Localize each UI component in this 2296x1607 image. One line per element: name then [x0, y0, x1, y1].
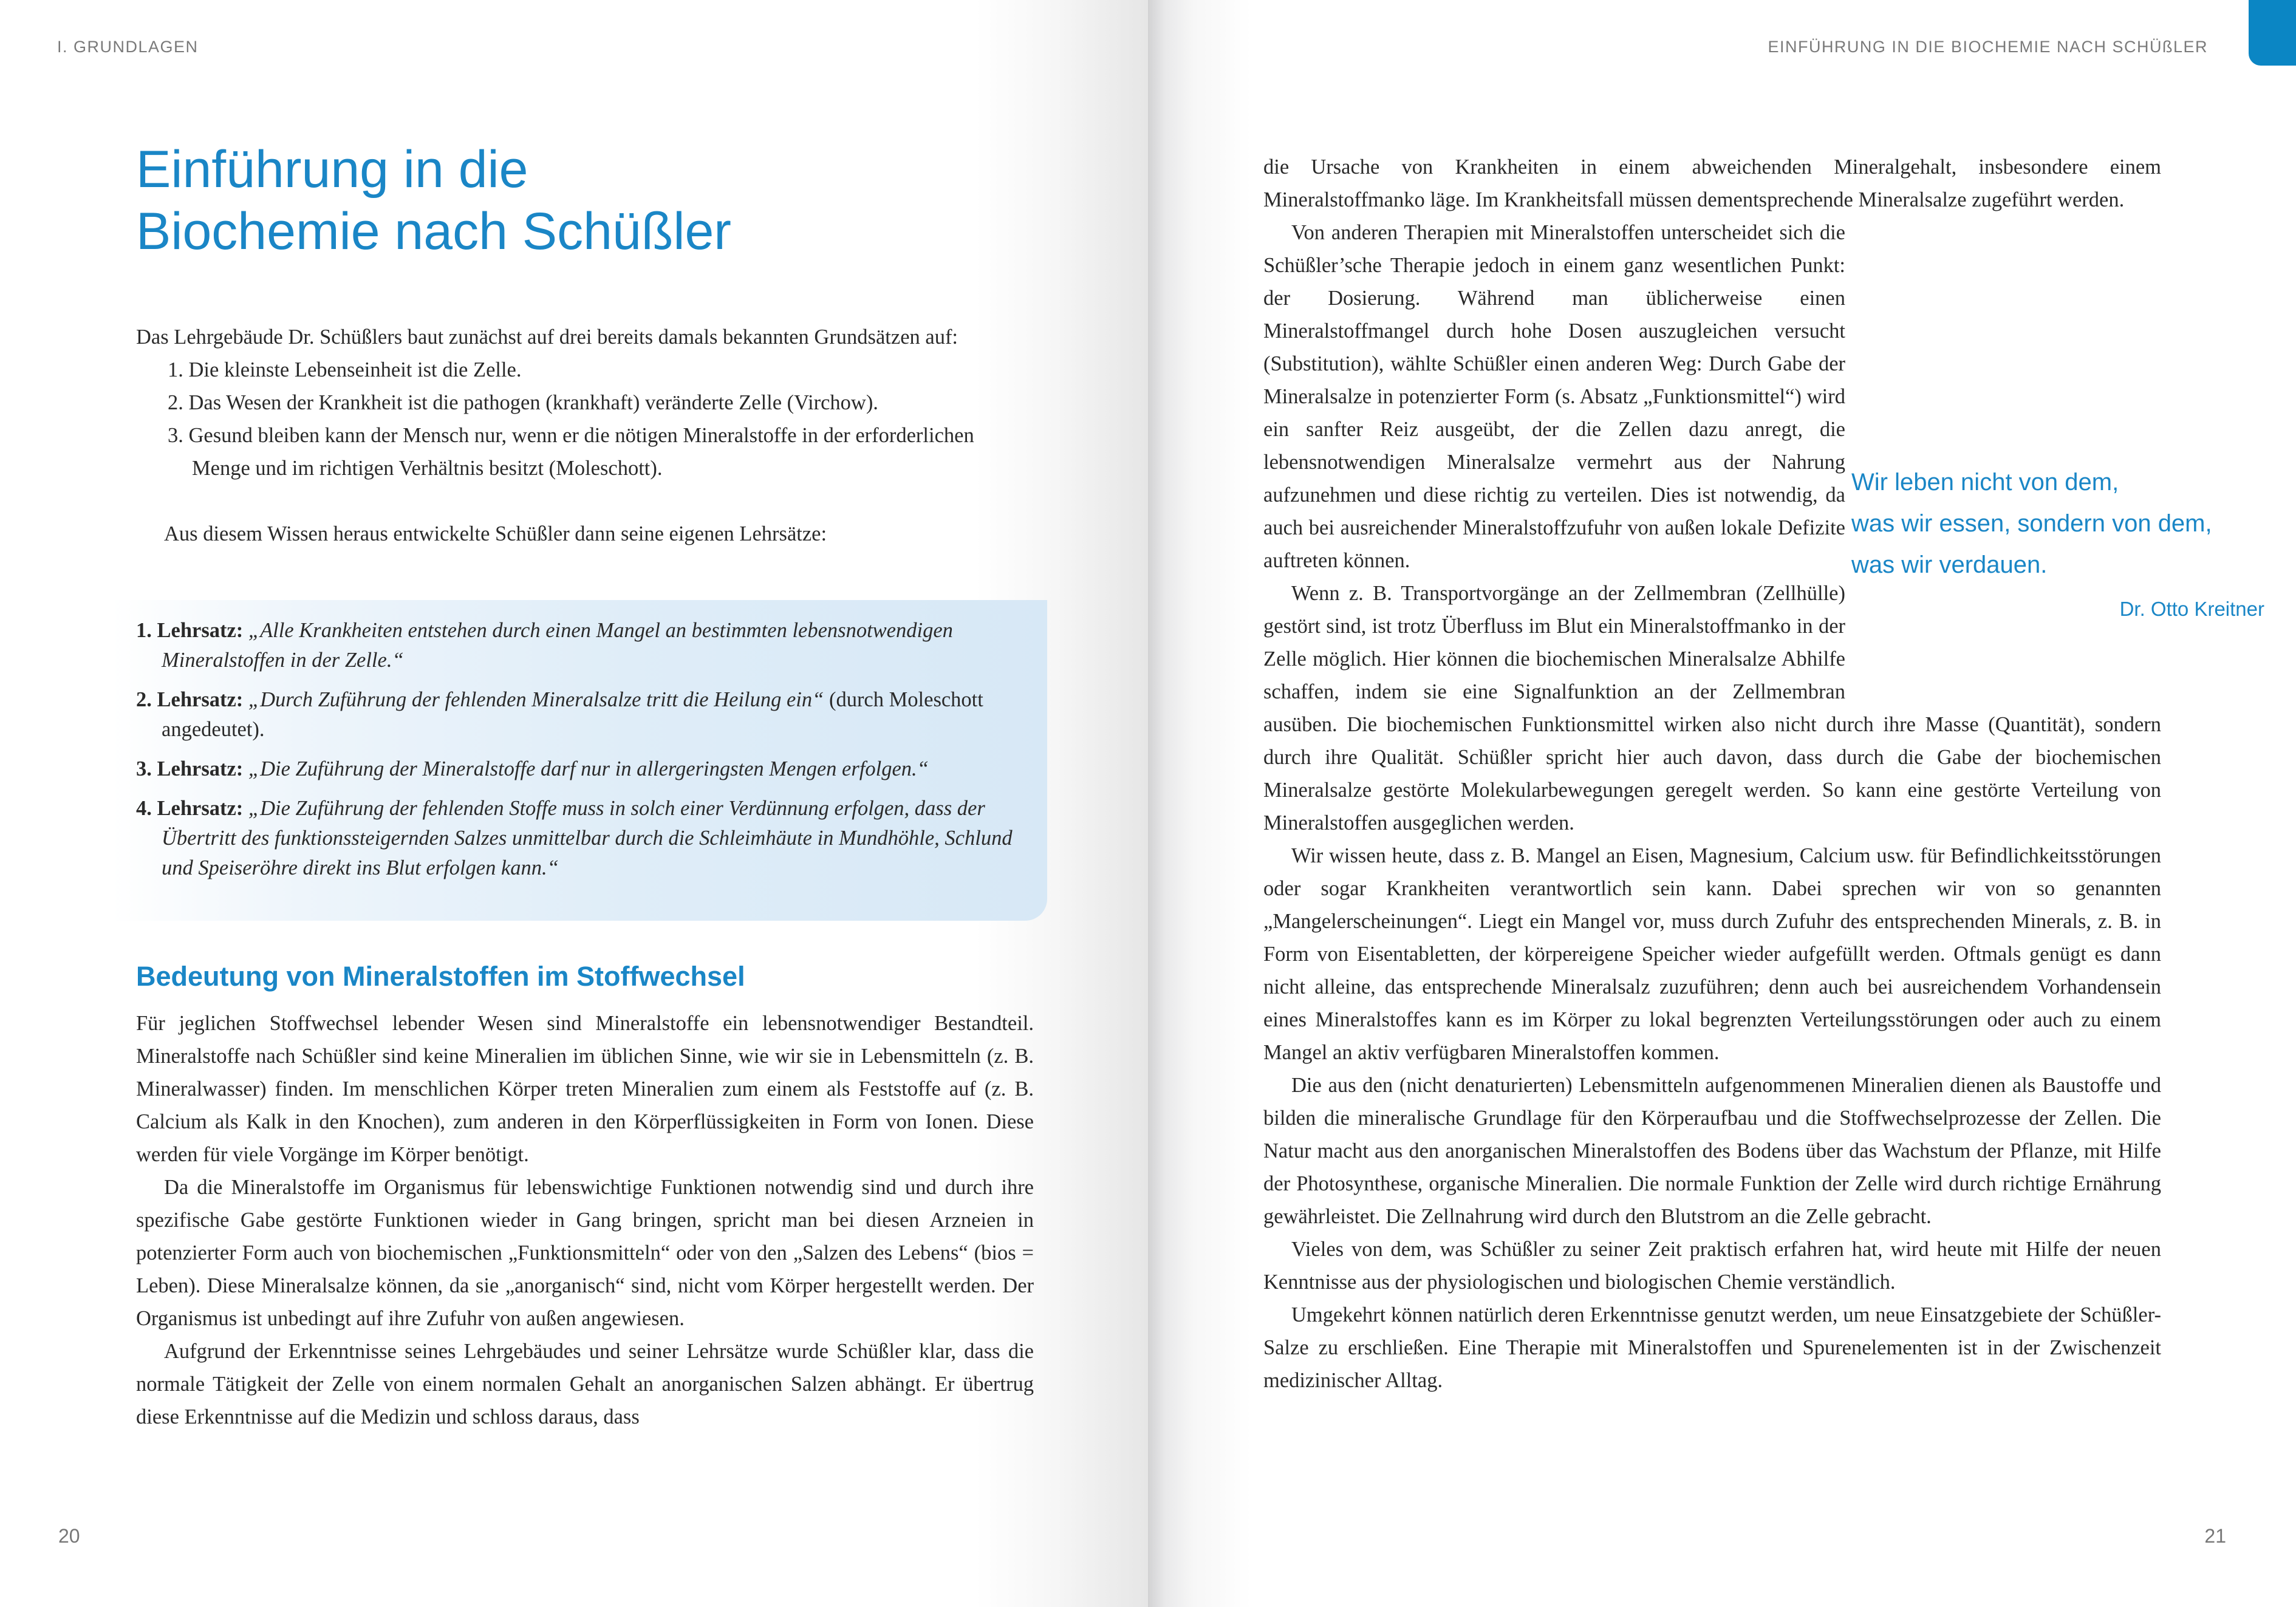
intro-block [136, 321, 1034, 550]
pullquote-text [1851, 462, 2264, 585]
thesis-label: 4. Lehrsatz: [136, 797, 244, 820]
section-heading: Bedeutung von Mineralstoffen im Stoffwechsel [136, 961, 745, 992]
page-number-left: 20 [58, 1525, 80, 1547]
thesis-item [136, 754, 1029, 784]
thesis-note: (durch Moleschott angedeutet). [162, 688, 983, 741]
chapter-title-line-1: Einführung in die [136, 140, 528, 199]
body-paragraph: Da die Mineralstoffe im Organismus für lebenswichtige Funktionen notwendig sind und durch ihre spezifische Gabe gestörte Funktionen wieder in Gang bringen, spricht man bei diesen Arzneien in potenzierter Form auch von biochemischen „Funktionsmitteln“ oder von den „Salzen des Lebens“ (bios = Leben). Diese Mineralsalze können, da sie „anorganisch“ sind, nicht vom Körper hergestellt werden. Der Organismus ist unbedingt auf ihre Zufuhr von außen angewiesen. [136, 1176, 1034, 1330]
body-text-left [136, 1007, 1034, 1433]
body-paragraph: die Ursache von Krankheiten in einem abweichenden Mineralgehalt, insbesondere einem Mineralstoffmanko läge. Im Krankheitsfall müssen dementsprechende Mineralsalze zugeführt werden. [1263, 155, 2161, 211]
chapter-title [136, 138, 731, 262]
body-paragraph: Umgekehrt können natürlich deren Erkenntnisse genutzt werden, um neue Einsatzgebiete der Schüßler-Salze zu erschließen. Eine Therapie mit Mineralstoffen und Spurenelementen ist in der Zwischenzeit medizinischer Alltag. [1263, 1303, 2161, 1392]
chapter-title-line-2: Biochemie nach Schüßler [136, 202, 731, 261]
thesis-label: 2. Lehrsatz: [136, 688, 244, 711]
running-head-right: EINFÜHRUNG IN DIE BIOCHEMIE NACH SCHÜßLER [1768, 38, 2208, 56]
running-head-left: I. GRUNDLAGEN [57, 38, 199, 56]
body-paragraph: Die aus den (nicht denaturierten) Lebensmitteln aufgenommenen Mineralien dienen als Baustoffe und bilden die mineralische Grundlage für den Körperaufbau und die Stoffwechselprozesse der Zellen. Die Natur macht aus den anorganischen Mineralstoffen des Bodens über das Wachstum der Pflanze, mit Hilfe der Photosynthese, organische Mineralien. Die normale Funktion der Zelle wird durch richtige Ernährung gewährleistet. Die Zellnahrung wird durch den Blutstrom an die Zelle gebracht. [1263, 1074, 2161, 1228]
principle-item: 2. Das Wesen der Krankheit ist die pathogen (krankhaft) veränderte Zelle (Virchow). [168, 391, 878, 414]
thesis-label: 1. Lehrsatz: [136, 619, 244, 642]
principles-list [136, 353, 1034, 485]
pullquote-line: was wir verdauen. [1851, 551, 2048, 578]
page-number-right: 21 [2204, 1525, 2226, 1547]
body-paragraph: Wenn z. B. Transportvorgänge an der Zellmembran (Zellhülle) gestört sind, ist trotz Überfluss im Blut ein Mineralstoffmanko in der Zelle möglich. Hier können die biochemischen Mineralsalze Abhilfe schaffen, indem sie eine Signalfunktion an der Zellmembran ausüben. Die biochemischen Funktionsmittel wirken also nicht durch ihre Masse (Quantität), sondern durch ihre Qualität. Schüßler spricht hier auch davon, dass durch die Gabe der biochemischen Mineralsalze gestörte Molekularbewegungen geregelt werden. So kann eine gestörte Verteilung von Mineralstoffen ausgeglichen werden. [1263, 582, 2161, 834]
intro-paragraph: Das Lehrgebäude Dr. Schüßlers baut zunächst auf drei bereits damals bekannten Grundsätzen auf: [136, 326, 958, 349]
thesis-quote: „Die Zuführung der Mineralstoffe darf nur in allergeringsten Mengen erfolgen.“ [248, 757, 929, 780]
thesis-item [136, 616, 1029, 675]
body-paragraph: Aufgrund der Erkenntnisse seines Lehrgebäudes und seiner Lehrsätze wurde Schüßler klar, dass die normale Tätigkeit der Zelle von einem normalen Gehalt an anorganischen Salzen abhängt. Er übertrug diese Erkenntnisse auf die Medizin und schloss daraus, dass [136, 1340, 1034, 1428]
body-paragraph: Vieles von dem, was Schüßler zu seiner Zeit praktisch erfahren hat, wird heute mit Hilfe der neuen Kenntnisse aus der physiologischen und biologischen Chemie verständlich. [1263, 1238, 2161, 1294]
body-paragraph: Von anderen Therapien mit Mineralstoffen unterscheidet sich die Schüßler’sche Therapie jedoch in einem ganz wesentlichen Punkt: der Dosierung. Während man üblicherweise einen Mineralstoffmangel durch hohe Dosen auszugleichen versucht (Substitution), wählte Schüßler einen anderen Weg: Durch Gabe der Mineralsalze in potenzierter Form (s. Absatz „Funktionsmittel“) wird ein sanfter Reiz ausgeübt, der die Zellen dazu anregt, die lebensnotwendigen Mineralsalze vermehrt aus der Nahrung aufzunehmen und diese richtig zu verteilen. Dies ist notwendig, da auch bei ausreichender Mineralstoffzufuhr von außen lokale Defizite auftreten können. [1263, 221, 1845, 572]
pullquote [1851, 462, 2264, 621]
theses-list [136, 616, 1029, 893]
thesis-label: 3. Lehrsatz: [136, 757, 244, 780]
thesis-quote: „Alle Krankheiten entstehen durch einen Mangel an bestimmten lebensnotwendigen Mineralstoffen in der Zelle.“ [162, 619, 953, 672]
body-paragraph: Für jeglichen Stoffwechsel lebender Wesen sind Mineralstoffe ein lebensnotwendiger Bestandteil. Mineralstoffe nach Schüßler sind keine Mineralien im üblichen Sinne, wie wir sie in Lebensmitteln (z. B. Mineralwasser) finden. Im menschlichen Körper treten Mineralien zum einem als Feststoffe auf (z. B. Calcium als Kalk in den Knochen), zum anderen in den Körperflüssigkeiten in Form von Ionen. Diese werden für viele Vorgänge im Körper benötigt. [136, 1012, 1034, 1166]
chapter-tab-marker [2249, 0, 2296, 66]
pullquote-author: Dr. Otto Kreitner [2119, 598, 2264, 620]
thesis-item [136, 794, 1029, 883]
body-paragraph: Wir wissen heute, dass z. B. Mangel an Eisen, Magnesium, Calcium usw. für Befindlichkeitsstörungen oder sogar Krankheiten verantwortlich sein kann. Dabei sprechen wir von so genannten „Mangelerscheinungen“. Liegt ein Mangel vor, muss durch Zufuhr des entsprechenden Minerals, z. B. in Form von Eisentabletten, der körpereigene Speicher wieder aufgefüllt werden. Oftmals genügt es dann nicht alleine, das entsprechende Mineralsalz zuzuführen; denn auch bei ausreichendem Vorhandensein eines Mineralstoffes kann es im Körper zu lokal begrenzten Verteilungsstörungen oder auch zu einem Mangel an aktiv verfügbaren Mineralstoffen kommen. [1263, 844, 2161, 1064]
pullquote-line: was wir essen, sondern von dem, [1851, 510, 2212, 537]
theses-lead-in: Aus diesem Wissen heraus entwickelte Schüßler dann seine eigenen Lehrsätze: [164, 522, 827, 545]
thesis-item [136, 685, 1029, 745]
body-text-right [1263, 151, 2161, 1397]
principle-item: 3. Gesund bleiben kann der Mensch nur, wenn er die nötigen Mineralstoffe in der erforderlichen Menge und im richtigen Verhältnis besitzt (Moleschott). [168, 424, 974, 480]
principle-item: 1. Die kleinste Lebenseinheit ist die Zelle. [168, 358, 522, 381]
thesis-quote: „Die Zuführung der fehlenden Stoffe muss in solch einer Verdünnung erfolgen, dass der Übertritt des funktionssteigernden Salzes unmittelbar durch die Schleimhäute in Mundhöhle, Schlund und Speiseröhre direkt ins Blut erfolgen kann.“ [162, 797, 1013, 879]
thesis-quote: „Durch Zuführung der fehlenden Mineralsalze tritt die Heilung ein“ [248, 688, 824, 711]
pullquote-line: Wir leben nicht von dem, [1851, 469, 2119, 496]
